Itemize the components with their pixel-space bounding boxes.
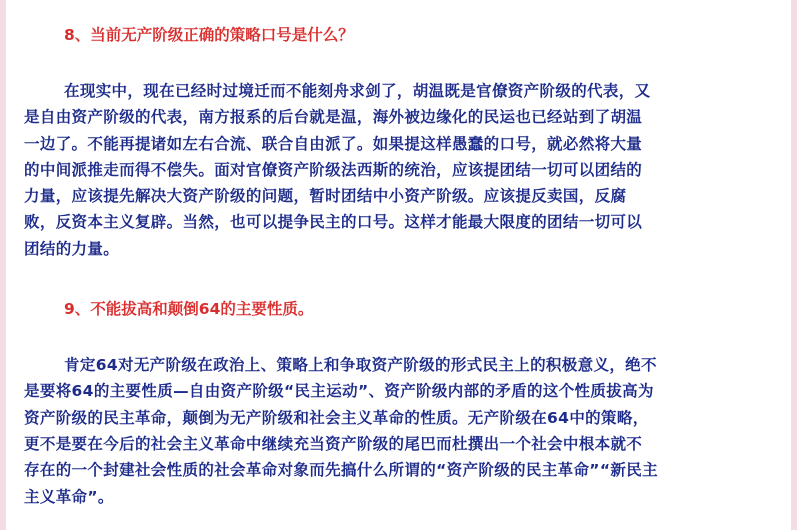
section-8 (24, 22, 774, 262)
paragraph-line: 肯定64对无产阶级在政治上、策略上和争取资产阶级的形式民主上的积极意义，绝不 (64, 356, 657, 375)
section-9-paragraph (24, 352, 774, 510)
paragraph-line: 团结的力量。 (24, 239, 120, 258)
paragraph-line: 是自由资产阶级的代表，南方报系的后台就是温，海外被边缘化的民运也已经站到了胡温 (24, 108, 643, 127)
article-body (24, 22, 774, 510)
section-8-paragraph (24, 78, 774, 262)
paragraph-line: 败，反资本主义复辟。当然，也可以提争民主的口号。这样才能最大限度的团结一切可以 (24, 213, 643, 232)
paragraph-line: 在现实中，现在已经时过境迁而不能刻舟求剑了，胡温既是官僚资产阶级的代表，又 (64, 82, 651, 100)
paragraph-line: 存在的一个封建社会性质的社会革命对象而先搞什么所谓的“资产阶级的民主革命”“新民主 (24, 461, 658, 480)
left-margin-rule (0, 0, 6, 530)
section-9-heading: 9、不能拔高和颠倒64的主要性质。 (64, 300, 314, 319)
paragraph-line: 主义革命”。 (24, 487, 114, 506)
right-margin-rule (791, 0, 797, 530)
paragraph-line: 一边了。不能再提诸如左右合流、联合自由派了。如果提这样愚蠢的口号，就必然将大量 (24, 134, 643, 153)
paragraph-line: 更不是要在今后的社会主义革命中继续充当资产阶级的尾巴而杜撰出一个社会中根本就不 (24, 434, 643, 453)
paragraph-line: 资产阶级的民主革命，颠倒为无产阶级和社会主义革命的性质。无产阶级在64中的策略， (24, 408, 649, 427)
section-9 (24, 296, 774, 510)
paragraph-line: 的中间派推走而得不偿失。面对官僚资产阶级法西斯的统治，应该提团结一切可以团结的 (24, 160, 643, 179)
paragraph-line: 是要将64的主要性质—自由资产阶级“民主运动”、资产阶级内部的矛盾的这个性质拔高为 (24, 382, 654, 401)
paragraph-line: 力量，应该提先解决大资产阶级的问题，暂时团结中小资产阶级。应该提反卖国，反腐 (24, 187, 627, 206)
section-8-heading: 8、当前无产阶级正确的策略口号是什么？ (64, 26, 354, 44)
